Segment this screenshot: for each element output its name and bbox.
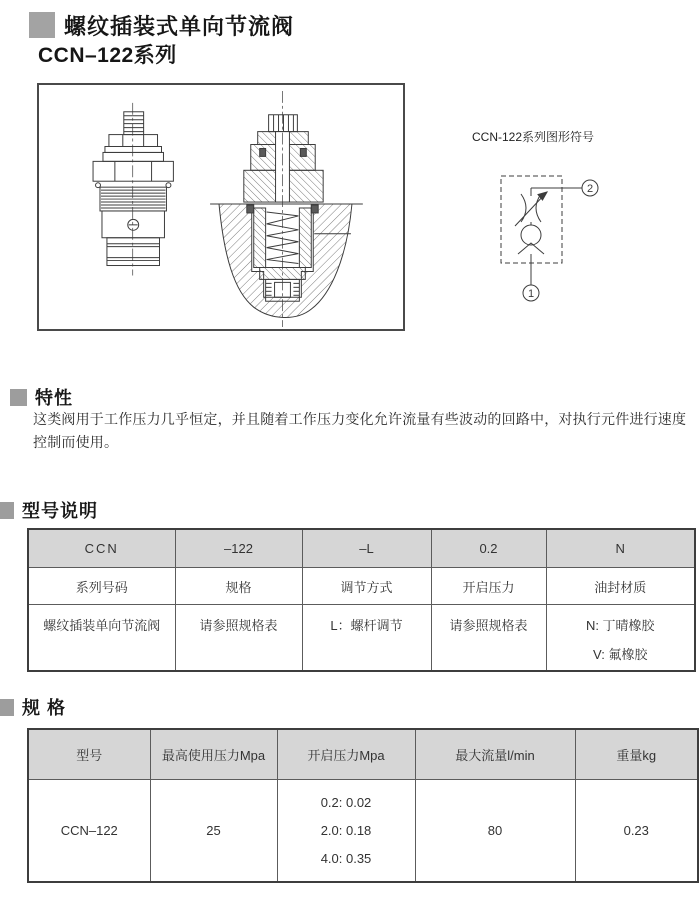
desc-cell: L：螺杆调节 [302,605,431,672]
code-cell: CCN [28,529,175,568]
hydraulic-symbol [455,166,625,316]
spec-header-cell: 型号 [28,729,150,780]
seal-option: V: 氟橡胶 [593,647,648,662]
desc-cell: 请参照规格表 [175,605,302,672]
spec-data-row [28,780,698,883]
code-cell: 0.2 [431,529,546,568]
model-label-row [28,568,695,605]
symbol-caption: CCN-122系列图形符号 [472,130,595,144]
page-title-row [29,10,294,41]
spec-weight-cell: 0.23 [575,780,698,883]
throttle-arrow-icon [538,192,547,200]
section-square-icon [0,699,14,716]
spec-opening-pressure-cell [277,780,415,883]
check-valve-icon [521,225,541,245]
port-1-label: 1 [527,288,535,300]
throttle-icon [521,194,526,222]
spec-heading-row [0,694,66,720]
model-heading: 型号说明 [22,501,98,521]
valve-external-drawing [93,103,173,276]
label-cell: 系列号码 [28,568,175,605]
title-square-icon [29,12,55,38]
code-cell: –L [302,529,431,568]
valve-drawings-box [37,83,405,331]
features-paragraph: 这类阀用于工作压力几乎恒定，并且随着工作压力变化允许流量有些波动的回路中，对执行元件进行速度控制而使用。 [33,411,687,450]
seal-options-cell [546,605,695,672]
desc-cell: 螺纹插装单向节流阀 [28,605,175,672]
seal-option: N: 丁晴橡胶 [585,618,655,633]
spec-model-cell: CCN–122 [28,780,150,883]
spec-header-row [28,729,698,780]
spec-header-cell: 最高使用压力Mpa [150,729,277,780]
port-2-label: 2 [586,183,594,195]
model-heading-row [0,497,98,523]
page-title: 螺纹插装式单向节流阀 [64,14,295,39]
label-cell: 调节方式 [302,568,431,605]
spec-max-pressure-cell: 25 [150,780,277,883]
opening-pressure-line: 4.0: 0.35 [320,851,372,866]
spec-header-cell: 最大流量l/min [415,729,575,780]
spec-header-cell: 重量kg [575,729,698,780]
page-subtitle: CCN–122系列 [38,44,177,67]
opening-pressure-line: 2.0: 0.18 [320,823,372,838]
label-cell: 规格 [175,568,302,605]
spec-max-flow-cell: 80 [415,780,575,883]
desc-cell: 请参照规格表 [431,605,546,672]
code-cell: N [546,529,695,568]
code-cell: –122 [175,529,302,568]
features-heading-row [10,384,73,410]
spec-heading: 规 格 [22,698,67,718]
section-square-icon [10,389,27,406]
label-cell: 开启压力 [431,568,546,605]
valve-section-drawing [210,91,363,327]
model-code-row [28,529,695,568]
opening-pressure-line: 0.2: 0.02 [320,795,372,810]
spec-header-cell: 开启压力Mpa [277,729,415,780]
section-square-icon [0,502,14,519]
spec-table [27,728,699,883]
label-cell: 油封材质 [546,568,695,605]
model-code-table [27,528,696,672]
features-heading: 特性 [35,388,73,408]
model-desc-row [28,605,695,672]
valve-drawings [39,85,403,329]
